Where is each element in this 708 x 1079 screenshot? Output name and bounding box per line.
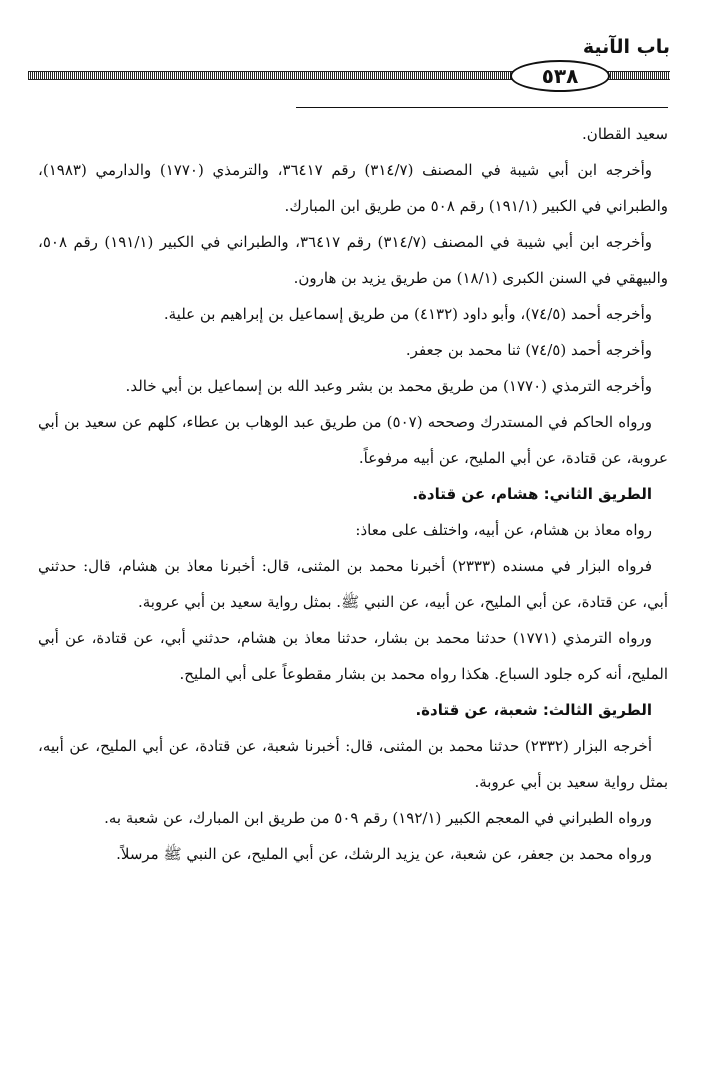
paragraph: أخرجه البزار (٢٣٣٢) حدثنا محمد بن المثنى، قال: أخبرنا شعبة، عن قتادة، عن أبي المليح، عن أبيه، بمثل رواية سعيد بن أبي عروبة. [38,737,668,791]
page-number: ٥٣٨ [510,60,610,92]
paragraph: ورواه الطبراني في المعجم الكبير (١٩٢/١) رقم ٥٠٩ من طريق ابن المبارك، عن شعبة به. [104,809,652,827]
paragraph: وأخرجه ابن أبي شيبة في المصنف (٣١٤/٧) رقم ٣٦٤١٧، والطبراني في الكبير (١٩١/١) رقم ٥٠٨، والبيهقي في السنن الكبرى (١٨/١) من طريق يزيد بن هارون. [38,233,668,287]
footnote-body [38,116,668,872]
paragraph: سعيد القطان. [582,125,668,143]
chapter-title: باب الآنية [582,36,670,58]
paragraph: وأخرجه الترمذي (١٧٧٠) من طريق محمد بن بشر وعبد الله بن إسماعيل بن أبي خالد. [125,377,652,395]
paragraph: ورواه الحاكم في المستدرك وصححه (٥٠٧) من طريق عبد الوهاب بن عطاء، كلهم عن سعيد بن أبي عروبة، عن قتادة، عن أبي المليح، عن أبيه مرفوعاً. [38,413,668,467]
paragraph: ورواه الترمذي (١٧٧١) حدثنا محمد بن بشار، حدثنا معاذ بن هشام، حدثني أبي، عن قتادة، عن أبي المليح، أنه كره جلود السباع. هكذا رواه محمد بن بشار مقطوعاً على أبي المليح. [38,629,668,683]
paragraph: فرواه البزار في مسنده (٢٣٣٣) أخبرنا محمد بن المثنى، قال: أخبرنا معاذ بن هشام، قال: حدثني أبي، عن قتادة، عن أبي المليح، عن أبيه، عن النبي ﷺ. بمثل رواية سعيد بن أبي عروبة. [38,557,668,611]
section-heading: الطريق الثالث: شعبة، عن قتادة. [415,701,652,719]
section-heading: الطريق الثاني: هشام، عن قتادة. [412,485,652,503]
paragraph: وأخرجه ابن أبي شيبة في المصنف (٣١٤/٧) رقم ٣٦٤١٧، والترمذي (١٧٧٠) والدارمي (١٩٨٣)، والطبراني في الكبير (١٩١/١) رقم ٥٠٨ من طريق ابن المبارك. [38,161,668,215]
paragraph: وأخرجه أحمد (٧٤/٥) ثنا محمد بن جعفر. [405,341,652,359]
paragraph: رواه معاذ بن هشام، عن أبيه، واختلف على معاذ: [355,521,652,539]
paragraph: ورواه محمد بن جعفر، عن شعبة، عن يزيد الرشك، عن أبي المليح، عن النبي ﷺ مرسلاً. [116,845,652,863]
footnote-separator [296,107,668,108]
paragraph: وأخرجه أحمد (٧٤/٥)، وأبو داود (٤١٣٢) من طريق إسماعيل بن إبراهيم بن علية. [163,305,652,323]
